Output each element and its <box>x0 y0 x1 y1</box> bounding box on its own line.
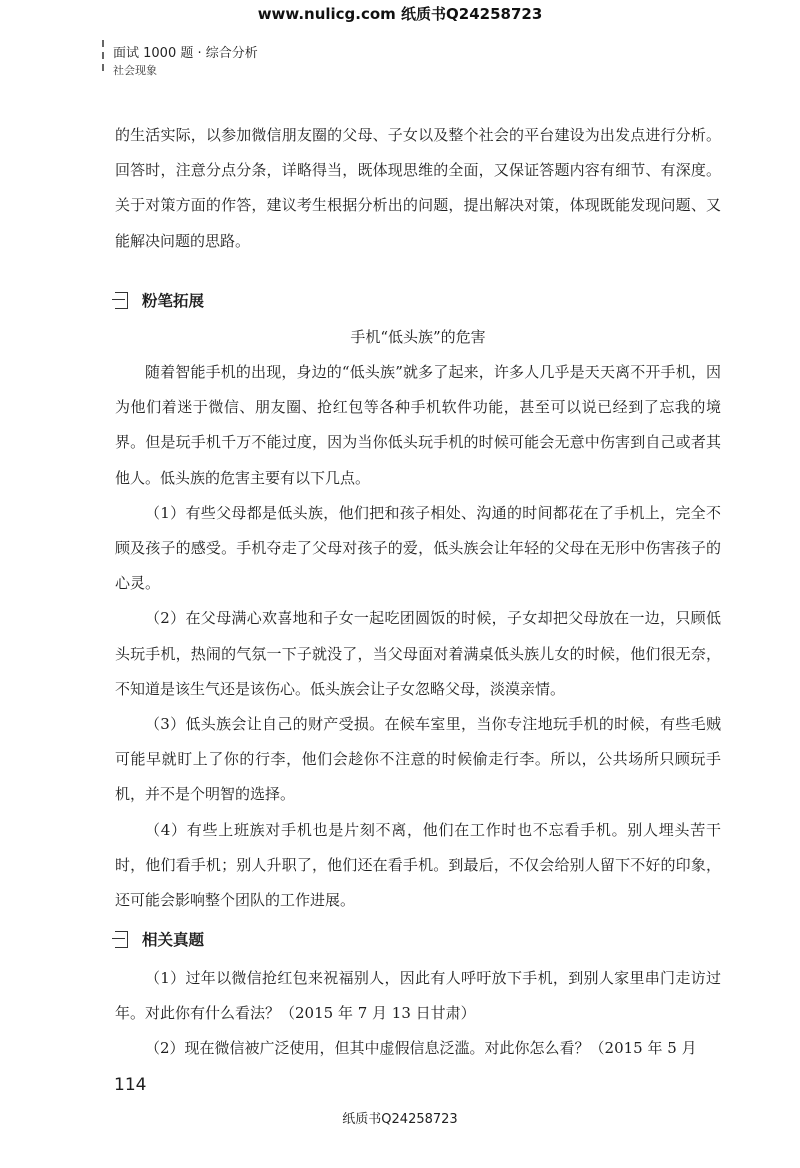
flag-icon <box>112 929 132 949</box>
question-item: （2）现在微信被广泛使用，但其中虚假信息泛滥。对此你怎么看？（2015 年 5 月 <box>145 1039 697 1058</box>
intro-paragraph <box>115 118 721 259</box>
running-header-title: 面试 1000 题 · 综合分析 <box>113 46 258 61</box>
question-item: （1）过年以微信抢红包来祝福别人，因此有人呼吁放下手机，到别人家里串门走访过年。对此你有什么看法？（2015 年 7 月 13 日甘肃） <box>115 969 721 1023</box>
article-title: 手机“低头族”的危害 <box>350 328 486 346</box>
running-header-subtitle: 社会现象 <box>113 64 157 77</box>
section-heading-text: 相关真题 <box>142 931 205 949</box>
bottom-watermark: 纸质书Q24258723 <box>342 1112 458 1127</box>
section-heading-extension <box>112 289 204 311</box>
article-paragraph: 随着智能手机的出现，身边的“低头族”就多了起来，许多人几乎是天天离不开手机，因为他们着迷于微信、朋友圈、抢红包等各种手机软件功能，甚至可以说已经到了忘我的境界。但是玩手机千万不能过度，因为当你低头玩手机的时候可能会无意中伤害到自己或者其他人。低头族的危害主要有以下几点。 <box>115 363 721 487</box>
section-heading-related <box>112 928 204 950</box>
intro-text: 的生活实际，以参加微信朋友圈的父母、子女以及整个社会的平台建设为出发点进行分析。回答时，注意分点分条，详略得当，既体现思维的全面，又保证答题内容有细节、有深度。关于对策方面的作答，建议考生根据分析出的问题，提出解决对策，体现既能发现问题、又能解决问题的思路。 <box>115 126 721 250</box>
article-paragraph: （1）有些父母都是低头族，他们把和孩子相处、沟通的时间都花在了手机上，完全不顾及孩子的感受。手机夺走了父母对孩子的爱，低头族会让年轻的父母在无形中伤害孩子的心灵。 <box>115 503 721 593</box>
article-body <box>115 355 721 918</box>
related-questions <box>115 961 721 1067</box>
page-number: 114 <box>114 1075 147 1095</box>
header-bars <box>102 40 106 80</box>
article-paragraph: （3）低头族会让自己的财产受损。在候车室里，当你专注地玩手机的时候，有些毛贼可能早就盯上了你的行李，他们会趁你不注意的时候偷走行李。所以，公共场所只顾玩手机，并不是个明智的选择。 <box>115 715 721 804</box>
section-heading-text: 粉笔拓展 <box>142 292 205 310</box>
article-paragraph: （4）有些上班族对手机也是片刻不离，他们在工作时也不忘看手机。别人埋头苦干时，他们看手机；别人升职了，他们还在看手机。到最后，不仅会给别人留下不好的印象，还可能会影响整个团队的工作进展。 <box>115 820 721 910</box>
top-watermark: www.nulicg.com 纸质书Q24258723 <box>257 5 543 23</box>
article-paragraph: （2）在父母满心欢喜地和子女一起吃团圆饭的时候，子女却把父母放在一边，只顾低头玩手机，热闹的气氛一下子就没了，当父母面对着满桌低头族儿女的时候，他们很无奈，不知道是该生气还是该伤心。低头族会让子女忽略父母，淡漠亲情。 <box>115 609 721 698</box>
pen-note-icon <box>112 290 132 310</box>
